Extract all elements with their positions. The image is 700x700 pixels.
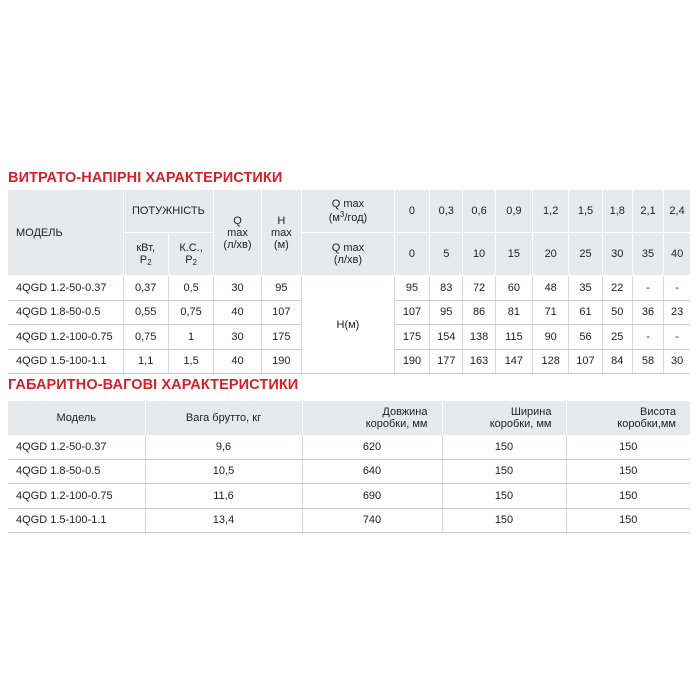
power-hp-cell: 0,75 [168, 300, 213, 325]
model-cell: 4QGD 1.2-50-0.37 [8, 276, 123, 301]
flow-l-6: 30 [602, 233, 632, 276]
width-cell: 150 [442, 484, 566, 509]
head-value-cell: 56 [569, 325, 602, 350]
head-value-cell: 35 [569, 276, 602, 301]
head-value-cell: 95 [430, 300, 463, 325]
height-cell: 150 [566, 508, 690, 533]
flow-m3-1: 0,3 [430, 190, 463, 233]
flow-m3-0: 0 [394, 190, 429, 233]
head-value-cell: 128 [533, 349, 569, 374]
flow-l-8: 40 [664, 233, 690, 276]
head-value-cell: - [664, 325, 690, 350]
model-cell: 4QGD 1.2-100-0.75 [8, 325, 123, 350]
head-value-cell: 25 [602, 325, 632, 350]
table-row [8, 459, 690, 484]
header-power: ПОТУЖНІСТЬ [123, 190, 214, 233]
head-value-cell: 86 [463, 300, 495, 325]
head-value-cell: 58 [632, 349, 663, 374]
power-hp-cell: 0,5 [168, 276, 213, 301]
head-label-cell: H(м) [302, 276, 395, 374]
section-title-performance: ВИТРАТО-НАПІРНІ ХАРАКТЕРИСТИКИ [8, 170, 283, 186]
flow-l-2: 10 [463, 233, 495, 276]
weight-cell: 11,6 [145, 484, 302, 509]
q-max-cell: 30 [214, 276, 261, 301]
head-value-cell: 163 [463, 349, 495, 374]
head-value-cell: 48 [533, 276, 569, 301]
header-height: Висота коробки,мм [566, 401, 690, 435]
power-hp-cell: 1 [168, 325, 213, 350]
flow-m3-4: 1,2 [533, 190, 569, 233]
flow-l-4: 20 [533, 233, 569, 276]
head-value-cell: 23 [664, 300, 690, 325]
flow-l-1: 5 [430, 233, 463, 276]
head-value-cell: 84 [602, 349, 632, 374]
head-value-cell: 147 [495, 349, 532, 374]
header-model-2: Модель [8, 401, 145, 435]
length-cell: 620 [302, 435, 442, 459]
flow-l-3: 15 [495, 233, 532, 276]
table-row [8, 484, 690, 509]
header-model: МОДЕЛЬ [8, 190, 123, 276]
head-value-cell: 61 [569, 300, 602, 325]
power-kw-cell: 0,75 [123, 325, 168, 350]
header-length: Довжина коробки, мм [302, 401, 442, 435]
width-cell: 150 [442, 459, 566, 484]
power-hp-cell: 1,5 [168, 349, 213, 374]
head-value-cell: - [632, 276, 663, 301]
model-cell: 4QGD 1.8-50-0.5 [8, 300, 123, 325]
header-qmax-m3: Q max $(м^3/год)$ [302, 190, 395, 233]
head-value-cell: 71 [533, 300, 569, 325]
h-max-cell: 95 [261, 276, 301, 301]
flow-l-7: 35 [632, 233, 663, 276]
power-kw-cell: 0,55 [123, 300, 168, 325]
length-cell: 640 [302, 459, 442, 484]
power-kw-cell: 1,1 [123, 349, 168, 374]
height-cell: 150 [566, 459, 690, 484]
flow-m3-2: 0,6 [463, 190, 495, 233]
width-cell: 150 [442, 435, 566, 459]
flow-l-5: 25 [569, 233, 602, 276]
height-cell: 150 [566, 484, 690, 509]
header-width: Ширина коробки, мм [442, 401, 566, 435]
head-value-cell: 95 [394, 276, 429, 301]
head-value-cell: 115 [495, 325, 532, 350]
head-value-cell: - [632, 325, 663, 350]
flow-m3-8: 2,4 [664, 190, 690, 233]
head-value-cell: 83 [430, 276, 463, 301]
model-cell: 4QGD 1.2-50-0.37 [8, 435, 145, 459]
header-power-kw: кВт, P2 [123, 233, 168, 276]
weight-cell: 10,5 [145, 459, 302, 484]
dimensions-header-row [8, 401, 690, 435]
model-cell: 4QGD 1.2-100-0.75 [8, 484, 145, 509]
head-value-cell: 36 [632, 300, 663, 325]
head-value-cell: 90 [533, 325, 569, 350]
head-value-cell: 107 [394, 300, 429, 325]
model-cell: 4QGD 1.5-100-1.1 [8, 508, 145, 533]
h-max-cell: 175 [261, 325, 301, 350]
head-value-cell: 177 [430, 349, 463, 374]
head-value-cell: 22 [602, 276, 632, 301]
model-cell: 4QGD 1.5-100-1.1 [8, 349, 123, 374]
flow-l-0: 0 [394, 233, 429, 276]
head-value-cell: 138 [463, 325, 495, 350]
header-weight: Вага брутто, кг [145, 401, 302, 435]
performance-table [8, 190, 690, 374]
flow-m3-5: 1,5 [569, 190, 602, 233]
model-cell: 4QGD 1.8-50-0.5 [8, 459, 145, 484]
head-value-cell: 154 [430, 325, 463, 350]
flow-m3-3: 0,9 [495, 190, 532, 233]
head-value-cell: 107 [569, 349, 602, 374]
table-row [8, 276, 690, 301]
header-power-hp: К.С., P2 [168, 233, 213, 276]
dimensions-table [8, 401, 690, 533]
h-max-cell: 107 [261, 300, 301, 325]
flow-m3-7: 2,1 [632, 190, 663, 233]
head-value-cell: 81 [495, 300, 532, 325]
head-value-cell: - [664, 276, 690, 301]
head-value-cell: 50 [602, 300, 632, 325]
length-cell: 690 [302, 484, 442, 509]
head-value-cell: 190 [394, 349, 429, 374]
head-value-cell: 30 [664, 349, 690, 374]
section-title-dimensions: ГАБАРИТНО-ВАГОВІ ХАРАКТЕРИСТИКИ [8, 377, 299, 393]
header-qmax-l: Q max (л/хв) [302, 233, 395, 276]
flow-m3-6: 1,8 [602, 190, 632, 233]
table-row [8, 435, 690, 459]
length-cell: 740 [302, 508, 442, 533]
head-value-cell: 72 [463, 276, 495, 301]
power-kw-cell: 0,37 [123, 276, 168, 301]
performance-header-row-1 [8, 190, 690, 233]
q-max-cell: 40 [214, 349, 261, 374]
h-max-cell: 190 [261, 349, 301, 374]
head-value-cell: 60 [495, 276, 532, 301]
header-h-max: H max (м) [261, 190, 301, 276]
weight-cell: 9,6 [145, 435, 302, 459]
width-cell: 150 [442, 508, 566, 533]
height-cell: 150 [566, 435, 690, 459]
weight-cell: 13,4 [145, 508, 302, 533]
q-max-cell: 30 [214, 325, 261, 350]
table-row [8, 508, 690, 533]
header-q-max: Q max (л/хв) [214, 190, 261, 276]
q-max-cell: 40 [214, 300, 261, 325]
head-value-cell: 175 [394, 325, 429, 350]
